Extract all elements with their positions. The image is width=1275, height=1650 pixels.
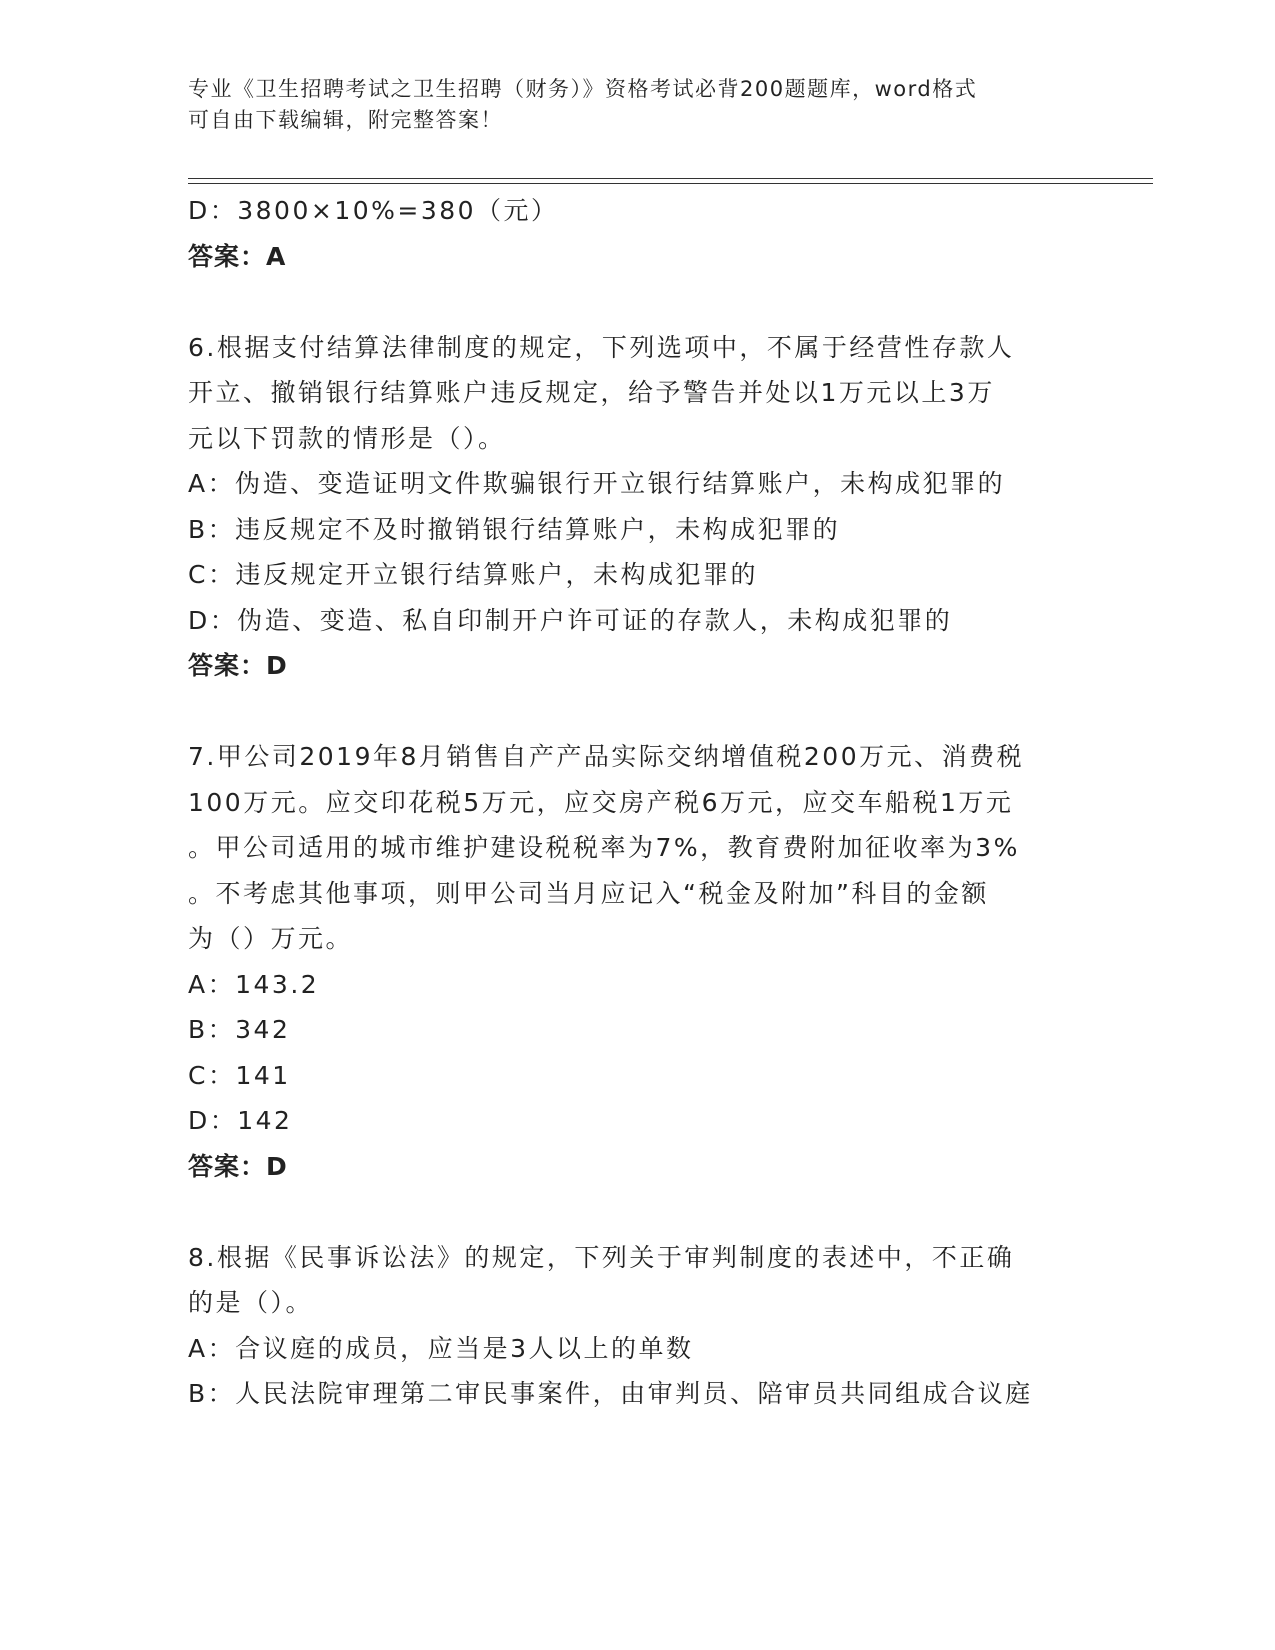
previous-question-tail (188, 188, 1088, 279)
option-c: C：违反规定开立银行结算账户，未构成犯罪的 (188, 560, 758, 589)
header-title-line-1: 专业《卫生招聘考试之卫生招聘（财务）》资格考试必背200题题库，word格式 (188, 77, 978, 101)
option-c: C：141 (188, 1060, 291, 1090)
option-d: D：142 (188, 1106, 293, 1135)
question-text-line: 为（）万元。 (188, 924, 354, 953)
question-text-line: 100万元。应交印花税5万元，应交房产税6万元，应交车船税1万元 (188, 787, 1014, 817)
question-8 (188, 1235, 1088, 1417)
document-body (188, 188, 1088, 1417)
question-text-line: 开立、撤销银行结算账户违反规定，给予警告并处以1万元以上3万 (188, 378, 995, 407)
option-b: B：人民法院审理第二审民事案件，由审判员、陪审员共同组成合议庭 (188, 1379, 1033, 1408)
header-title-line-2: 可自由下载编辑，附完整答案！ (188, 108, 503, 132)
option-d: D：伪造、变造、私自印制开户许可证的存款人，未构成犯罪的 (188, 605, 953, 635)
question-spacer (188, 1189, 1088, 1235)
option-a: A：143.2 (188, 969, 320, 999)
answer-line: 答案：A (188, 241, 287, 271)
question-text-line: 。甲公司适用的城市维护建设税税率为7%，教育费附加征收率为3% (188, 833, 1020, 862)
document-header (188, 74, 1068, 136)
question-7 (188, 734, 1088, 1189)
question-text-line: 6.根据支付结算法律制度的规定，下列选项中，不属于经营性存款人 (188, 332, 1015, 362)
header-divider-top (188, 178, 1153, 179)
option-b: B：违反规定不及时撤销银行结算账户，未构成犯罪的 (188, 514, 841, 544)
header-divider-bottom (188, 183, 1153, 184)
question-text-line: 的是（）。 (188, 1288, 314, 1317)
option-b: B：342 (188, 1015, 291, 1044)
question-6 (188, 325, 1088, 689)
question-text-line: 8.根据《民事诉讼法》的规定，下列关于审判制度的表述中，不正确 (188, 1242, 1015, 1272)
question-text-line: 元以下罚款的情形是（）。 (188, 423, 506, 453)
option-a: A：合议庭的成员，应当是3人以上的单数 (188, 1333, 694, 1363)
answer-line: 答案：D (188, 1151, 288, 1181)
question-text-line: 7.甲公司2019年8月销售自产产品实际交纳增值税200万元、消费税 (188, 742, 1025, 771)
question-text-line: 。不考虑其他事项，则甲公司当月应记入“税金及附加”科目的金额 (188, 878, 989, 908)
option-a: A：伪造、变造证明文件欺骗银行开立银行结算账户，未构成犯罪的 (188, 469, 1006, 498)
answer-line: 答案：D (188, 651, 288, 680)
question-spacer (188, 279, 1088, 325)
option-d: D：3800×10%=380（元） (188, 196, 559, 225)
question-spacer (188, 689, 1088, 735)
